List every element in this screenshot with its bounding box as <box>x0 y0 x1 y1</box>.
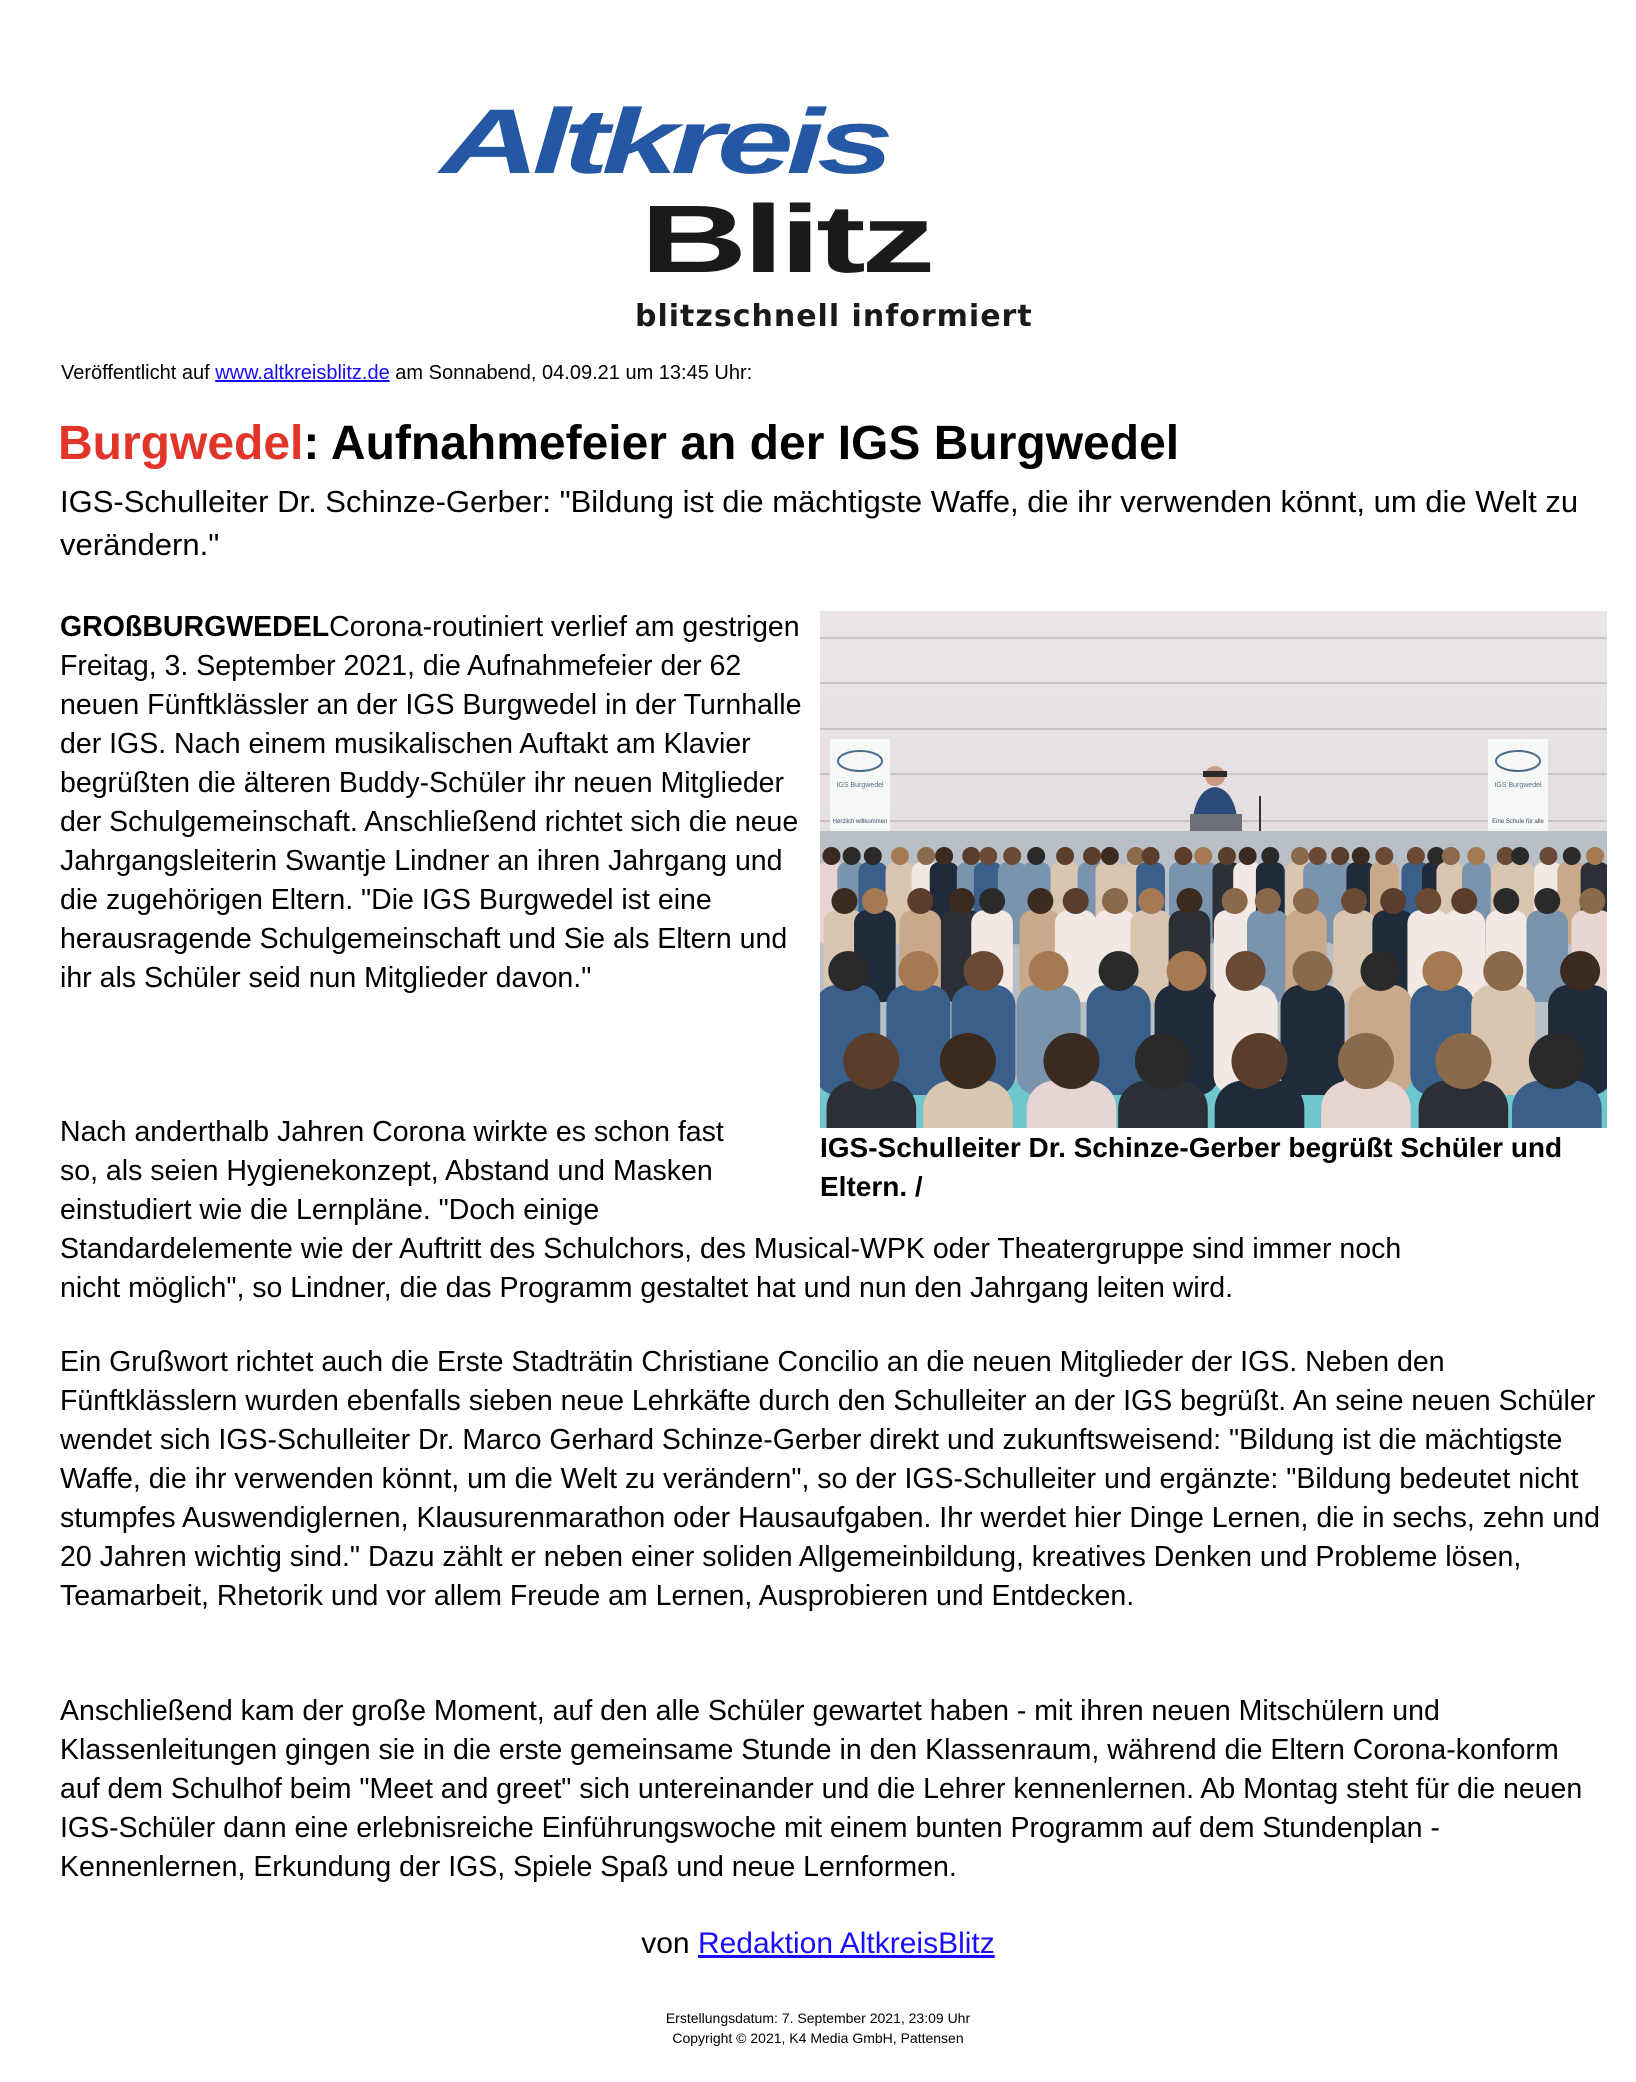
audience-member-head <box>1218 847 1236 865</box>
audience-member-head <box>1375 847 1393 865</box>
article-paragraph-3: Ein Grußwort richtet auch die Erste Stadträtin Christiane Concilio an die neuen Mitglieder der IGS. Neben den Fünftklässlern wurden ebenfalls sieben neue Lehrkäfte durch den Schulleiter an der IGS begrüßt. An seine neuen Schüler wendet sich IGS-Schulleiter Dr. Marco Gerhard Schinze-Gerber direkt und zukunftsweisend: "Bildung ist die mächtigste Waffe, die ihr verwenden könnt, um die Welt zu verändern", so der IGS-Schulleiter und ergänzte: "Bildung bedeutet nicht stumpfes Auswendiglernen, Klausurenmarathon oder Hausaufgaben. Ihr werdet hier Dinge Lernen, die in sechs, zehn und 20 Jahren wichtig sind." Dazu zählt er neben einer soliden Allgemeinbildung, kreatives Denken und Probleme lösen, Teamarbeit, Rhetorik und vor allem Freude am Lernen, Ausprobieren und Entdecken. <box>60 1346 1600 1612</box>
audience-member-head <box>940 1033 996 1089</box>
audience-member-head <box>1563 847 1581 865</box>
audience-member-head <box>1579 888 1605 914</box>
audience-member-head <box>1043 1033 1099 1089</box>
audience-member-head <box>1029 951 1069 991</box>
audience-member-head <box>1291 847 1309 865</box>
audience-member-head <box>1560 951 1600 991</box>
audience-member-head <box>843 847 861 865</box>
audience-member-head <box>1056 847 1074 865</box>
paragraph-2-line: Nach anderthalb Jahren Corona wirkte es schon fast <box>60 1116 724 1148</box>
audience-member-head <box>1099 951 1139 991</box>
banner-left-text: Herzlich willkommen <box>832 819 888 825</box>
audience-member-body <box>886 985 950 1095</box>
audience-member-head <box>1226 951 1266 991</box>
audience-member-head <box>949 888 975 914</box>
audience-member-head <box>1027 888 1053 914</box>
audience-member-head <box>1309 847 1327 865</box>
footer <box>0 2008 1636 2048</box>
publication-line <box>61 362 752 385</box>
audience-member-head <box>935 847 953 865</box>
audience-member-head <box>1511 847 1529 865</box>
paragraph-1-text: Corona-routiniert verlief am gestrigen Freitag, 3. September 2021, die Aufnahmefeier der 62 neuen Fünftklässler an der IGS Burgwedel in der Turnhalle der IGS. Nach einem musikalischen Auftakt am Klavier begrüßten die älteren Buddy-Schüler ihr neuen Mitglieder der Schulgemeinschaft. Anschließend richtet sich die neue Jahrgangsleiterin Swantje Lindner an ihren Jahrgang und die zugehörigen Eltern. "Die IGS Burgwedel ist eine herausragende Schulgemeinschaft und Sie als Eltern und ihr als Schüler seid nun Mitglieder davon." <box>60 611 802 994</box>
altkreisblitz-logo <box>440 91 1100 346</box>
banner-right-text: Eine Schule für alle <box>1492 819 1544 825</box>
audience-member-head <box>907 888 933 914</box>
logo-blitz-text: Blitz <box>640 186 931 293</box>
audience-member-head <box>1142 847 1160 865</box>
paragraph-2-line: so, als seien Hygienekonzept, Abstand und Masken <box>60 1155 713 1187</box>
audience-member-head <box>1380 888 1406 914</box>
dateline: GROßBURGWEDEL <box>60 611 330 643</box>
audience-member-head <box>1102 888 1128 914</box>
audience-member-head <box>979 847 997 865</box>
publication-prefix: Veröffentlicht auf <box>61 362 210 384</box>
paragraph-2-line: einstudiert wie die Lernpläne. "Doch einige <box>60 1194 600 1226</box>
article-paragraph-2 <box>60 1113 1600 1308</box>
headline-title: : Aufnahmefeier an der IGS Burgwedel <box>303 417 1180 470</box>
audience-member-head <box>963 951 1003 991</box>
audience-member-head <box>1534 888 1560 914</box>
audience-member-head <box>1255 888 1281 914</box>
audience-member-head <box>843 1033 899 1089</box>
author-link[interactable]: Redaktion AltkreisBlitz <box>697 1927 995 1960</box>
audience-member-head <box>1063 888 1089 914</box>
creation-date: Erstellungsdatum: 7. September 2021, 23:09 Uhr <box>665 2010 971 2026</box>
audience-member-head <box>1293 951 1333 991</box>
site-link[interactable]: www.altkreisblitz.de <box>215 362 390 384</box>
audience-member-head <box>1135 1033 1191 1089</box>
audience-member-head <box>831 888 857 914</box>
byline-prefix: von <box>641 1927 690 1960</box>
audience-member-head <box>822 847 840 865</box>
audience-member-head <box>891 847 909 865</box>
audience-member-head <box>917 847 935 865</box>
audience-member-head <box>1415 888 1441 914</box>
article-paragraph-4: Anschließend kam der große Moment, auf den alle Schüler gewartet haben - mit ihren neuen Mitschülern und Klassenleitungen gingen sie in die erste gemeinsame Stunde in den Klassenraum, während die Eltern Corona-konform auf dem Schulhof beim "Meet and greet" sich untereinander und die Lehrer kennenlernen. Ab Montag steht für die neuen IGS-Schüler dann eine erlebnisreiche Einführungswoche mit einem bunten Programm auf dem Stundenplan - Kennenlernen, Erkundung der IGS, Spiele Spaß und neue Lernformen. <box>60 1695 1583 1883</box>
article-headline <box>58 416 1179 471</box>
photo-caption: IGS-Schulleiter Dr. Schinze-Gerber begrüßt Schüler und Eltern. / <box>820 1132 1563 1202</box>
photo-illustration <box>820 611 1607 1128</box>
publication-date: am Sonnabend, 04.09.21 um 13:45 Uhr: <box>395 362 753 384</box>
audience-member-head <box>1083 847 1101 865</box>
audience-member-head <box>1539 847 1557 865</box>
audience-member-head <box>1231 1033 1287 1089</box>
copyright: Copyright © 2021, K4 Media GmbH, Pattensen <box>672 2030 964 2046</box>
article-photo <box>820 611 1607 1128</box>
audience-member-head <box>1422 951 1462 991</box>
logo-tagline: blitzschnell informiert <box>635 299 1033 334</box>
audience-member-head <box>1003 847 1021 865</box>
audience-member-head <box>1261 847 1279 865</box>
byline <box>0 1927 1636 1961</box>
audience-member-head <box>1483 951 1523 991</box>
paragraph-2-line: nicht möglich", so Lindner, die das Programm gestaltet hat und nun den Jahrgang leiten wird. <box>60 1272 1233 1304</box>
audience-member-head <box>1451 888 1477 914</box>
article-subtitle: IGS-Schulleiter Dr. Schinze-Gerber: "Bildung ist die mächtigste Waffe, die ihr verwenden könnt, um die Welt zu verändern." <box>60 484 1579 562</box>
banner-left-logo-text: IGS Burgwedel <box>836 782 884 789</box>
audience-member-head <box>1222 888 1248 914</box>
audience-member-head <box>864 847 882 865</box>
audience-member-head <box>1352 847 1370 865</box>
audience-member-head <box>1101 847 1119 865</box>
audience-member-head <box>1293 888 1319 914</box>
audience-member-head <box>1194 847 1212 865</box>
audience-member-head <box>962 847 980 865</box>
audience-member-head <box>1529 1033 1585 1089</box>
audience-member-head <box>1586 847 1604 865</box>
headline-location: Burgwedel <box>58 417 304 470</box>
logo-altkreis-text: Altkreis <box>440 91 887 193</box>
paragraph-2-line: Standardelemente wie der Auftritt des Schulchors, des Musical-WPK oder Theatergruppe sind immer noch <box>60 1233 1402 1265</box>
audience-member-head <box>1174 847 1192 865</box>
audience-member-head <box>1467 847 1485 865</box>
audience-member-head <box>1407 847 1425 865</box>
audience-member-head <box>1341 888 1367 914</box>
audience-member-head <box>1331 847 1349 865</box>
audience-member-head <box>1442 847 1460 865</box>
audience-member-head <box>1239 847 1257 865</box>
audience-member-head <box>862 888 888 914</box>
audience-member-head <box>1176 888 1202 914</box>
audience-member-head <box>1167 951 1207 991</box>
audience-member-head <box>1493 888 1519 914</box>
audience-member-head <box>1138 888 1164 914</box>
audience-member-head <box>828 951 868 991</box>
audience-member-head <box>979 888 1005 914</box>
audience-member-head <box>1027 847 1045 865</box>
audience-member-head <box>1338 1033 1394 1089</box>
audience-member-body <box>1281 985 1345 1095</box>
audience-member-head <box>1435 1033 1491 1089</box>
banner-right-logo-text: IGS Burgwedel <box>1494 782 1542 789</box>
audience-member-head <box>1360 951 1400 991</box>
audience-member-head <box>898 951 938 991</box>
article-paragraph-1 <box>60 608 815 998</box>
audience-member-body <box>1087 985 1151 1095</box>
